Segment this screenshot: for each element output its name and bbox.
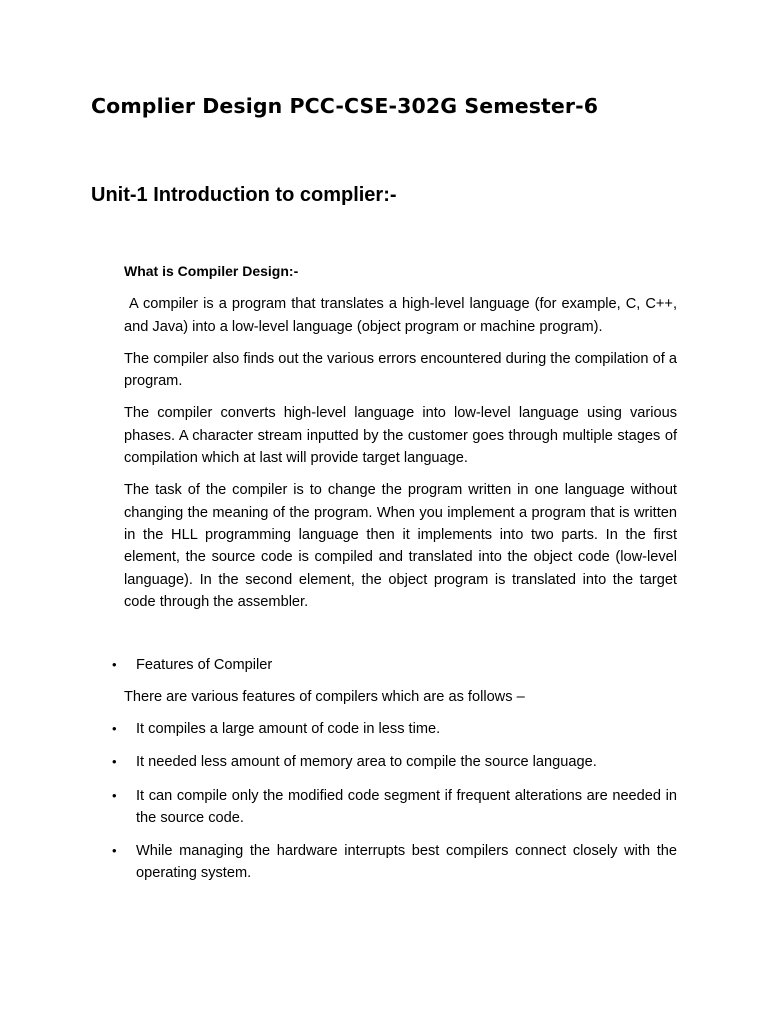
unit-heading: Unit-1 Introduction to complier:- — [91, 184, 397, 206]
bullet-icon: • — [112, 754, 117, 770]
feature-text: It compiles a large amount of code in less time. — [136, 721, 441, 737]
compiler-design-section — [124, 260, 682, 623]
list-item — [112, 654, 677, 676]
document-title: Complier Design PCC-CSE-302G Semester-6 — [91, 94, 599, 118]
paragraph: The compiler also finds out the various errors encountered during the compilation of a program. — [124, 350, 677, 390]
bullet-icon: • — [112, 721, 117, 736]
feature-text: While managing the hardware interrupts best compilers connect closely with the operating system. — [136, 843, 677, 882]
features-intro: There are various features of compilers which are as follows – — [124, 689, 525, 705]
feature-text: It can compile only the modified code segment if frequent alterations are needed in the source code. — [136, 787, 677, 826]
feature-text: It needed less amount of memory area to compile the source language. — [136, 754, 597, 771]
features-list — [112, 718, 677, 885]
paragraph: A compiler is a program that translates a high-level language (for example, C, C++, and Java) into a low-level language (object program or machine program). — [124, 296, 682, 335]
list-item — [112, 718, 677, 740]
features-heading-row — [112, 654, 677, 676]
paragraph: The task of the compiler is to change the program written in one language without changing the meaning of the program. When you implement a program that is written in the HLL programming language then it implements into two parts. In the first element, the source code is compiled and translated into the object code (low-level language). In the second element, the object program is translated into the target code through the assembler. — [124, 482, 677, 610]
bullet-icon: • — [112, 843, 117, 859]
list-item — [112, 840, 677, 885]
section-heading: What is Compiler Design:- — [124, 263, 299, 279]
features-heading: Features of Compiler — [136, 657, 273, 673]
list-item — [112, 785, 677, 830]
bullet-icon: • — [112, 657, 117, 672]
list-item — [112, 751, 677, 773]
paragraph: The compiler converts high-level language into low-level language using various phases. A character stream inputted by the customer goes through multiple stages of compilation which at last will provide target language. — [124, 405, 677, 467]
bullet-icon: • — [112, 787, 117, 803]
